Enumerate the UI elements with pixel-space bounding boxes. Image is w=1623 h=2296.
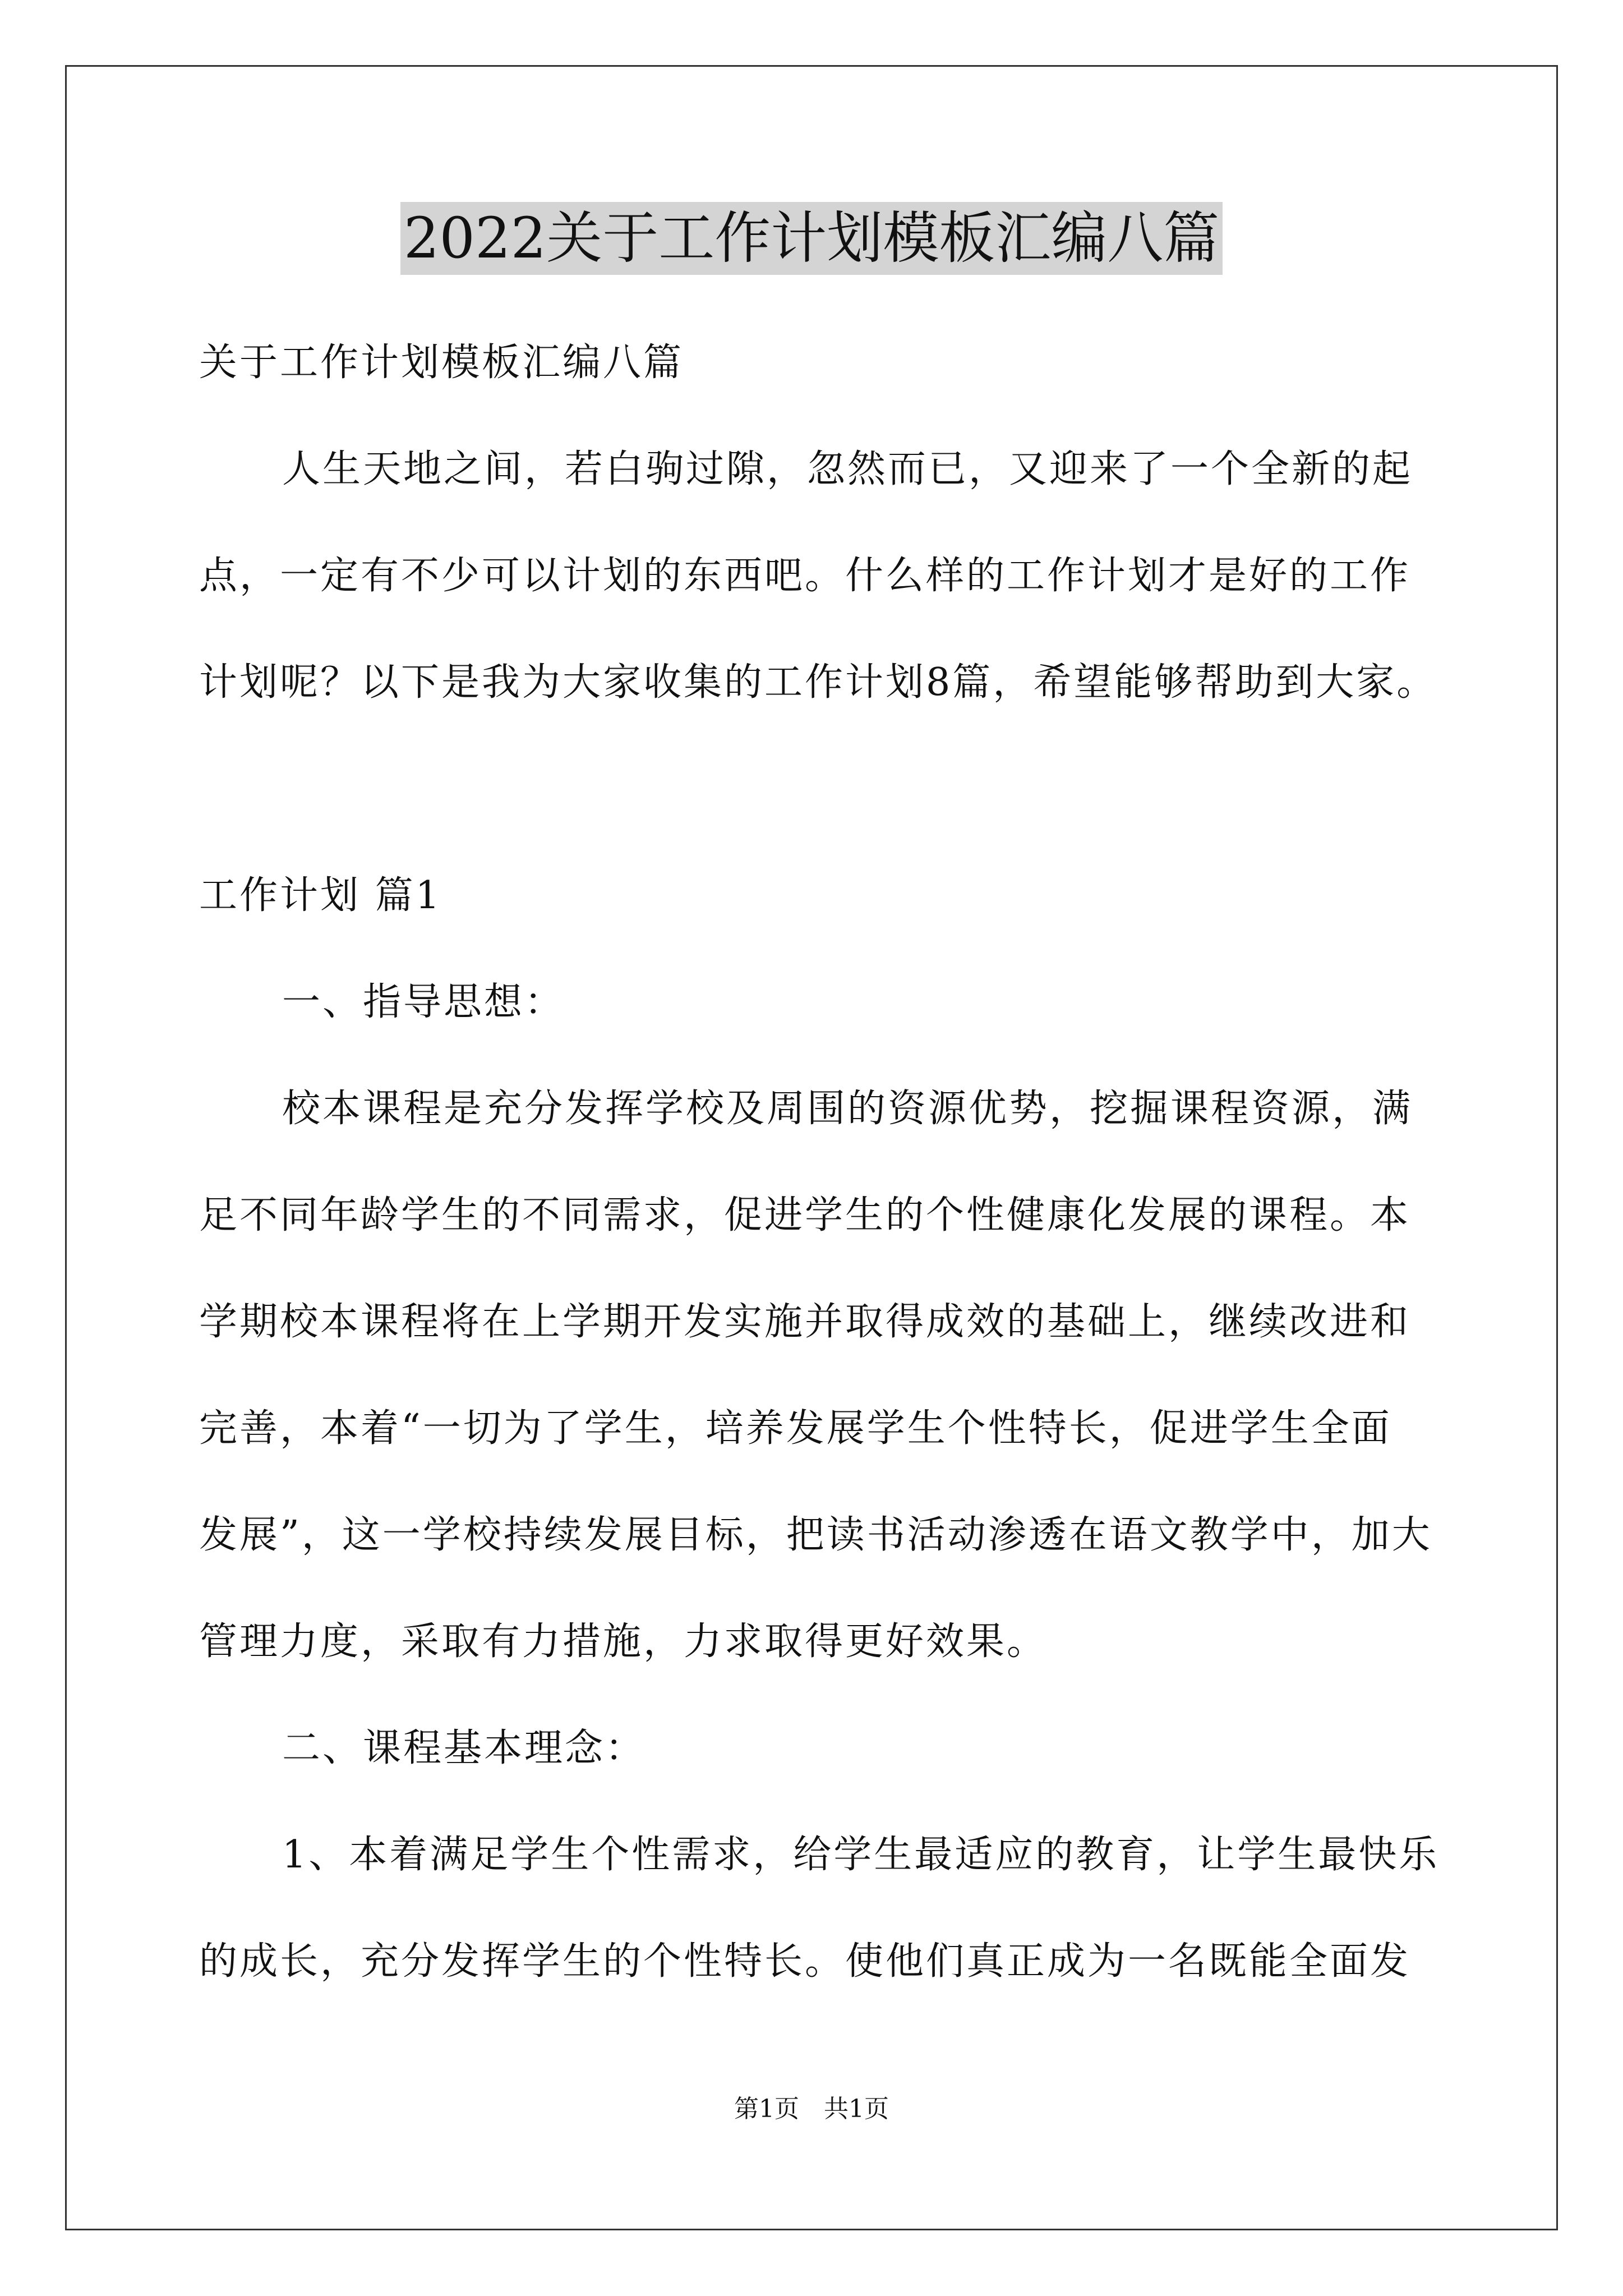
text-line: 管理力度，采取有力措施，力求取得更好效果。 bbox=[199, 1619, 1048, 1664]
text-line: 人生天地之间，若白驹过隙，忽然而已，又迎来了一个全新的起 bbox=[282, 447, 1413, 491]
text-line: 发展”，这一学校持续发展目标，把读书活动渗透在语文教学中，加大 bbox=[199, 1513, 1432, 1557]
text-line: 的成长，充分发挥学生的个性特长。使他们真正成为一名既能全面发 bbox=[199, 1939, 1411, 1984]
page-footer: 第1页 共1页 bbox=[734, 2095, 889, 2123]
text-line: 计划呢？以下是我为大家收集的工作计划8篇，希望能够帮助到大家。 bbox=[199, 660, 1437, 705]
text-line: 1、本着满足学生个性需求，给学生最适应的教育，让学生最快乐 bbox=[282, 1833, 1440, 1877]
text-line: 点，一定有不少可以计划的东西吧。什么样的工作计划才是好的工作 bbox=[199, 554, 1411, 598]
text-line: 关于工作计划模板汇编八篇 bbox=[199, 341, 684, 385]
text-line: 一、指导思想： bbox=[282, 980, 565, 1024]
text-line: 校本课程是充分发挥学校及周围的资源优势，挖掘课程资源，满 bbox=[282, 1087, 1413, 1131]
title-container bbox=[0, 202, 1623, 275]
document-body bbox=[199, 310, 1440, 2015]
text-line: 足不同年龄学生的不同需求，促进学生的个性健康化发展的课程。本 bbox=[199, 1193, 1411, 1237]
text-line: 二、课程基本理念： bbox=[282, 1726, 646, 1770]
text-line: 完善，本着“一切为了学生，培养发展学生个性特长，促进学生全面 bbox=[199, 1406, 1392, 1451]
text-line: 学期校本课程将在上学期开发实施并取得成效的基础上，继续改进和 bbox=[199, 1300, 1411, 1344]
text-line: 工作计划 篇1 bbox=[199, 873, 442, 918]
paragraph-gap bbox=[199, 736, 1433, 843]
document-title: 2022关于工作计划模板汇编八篇 bbox=[400, 202, 1223, 275]
